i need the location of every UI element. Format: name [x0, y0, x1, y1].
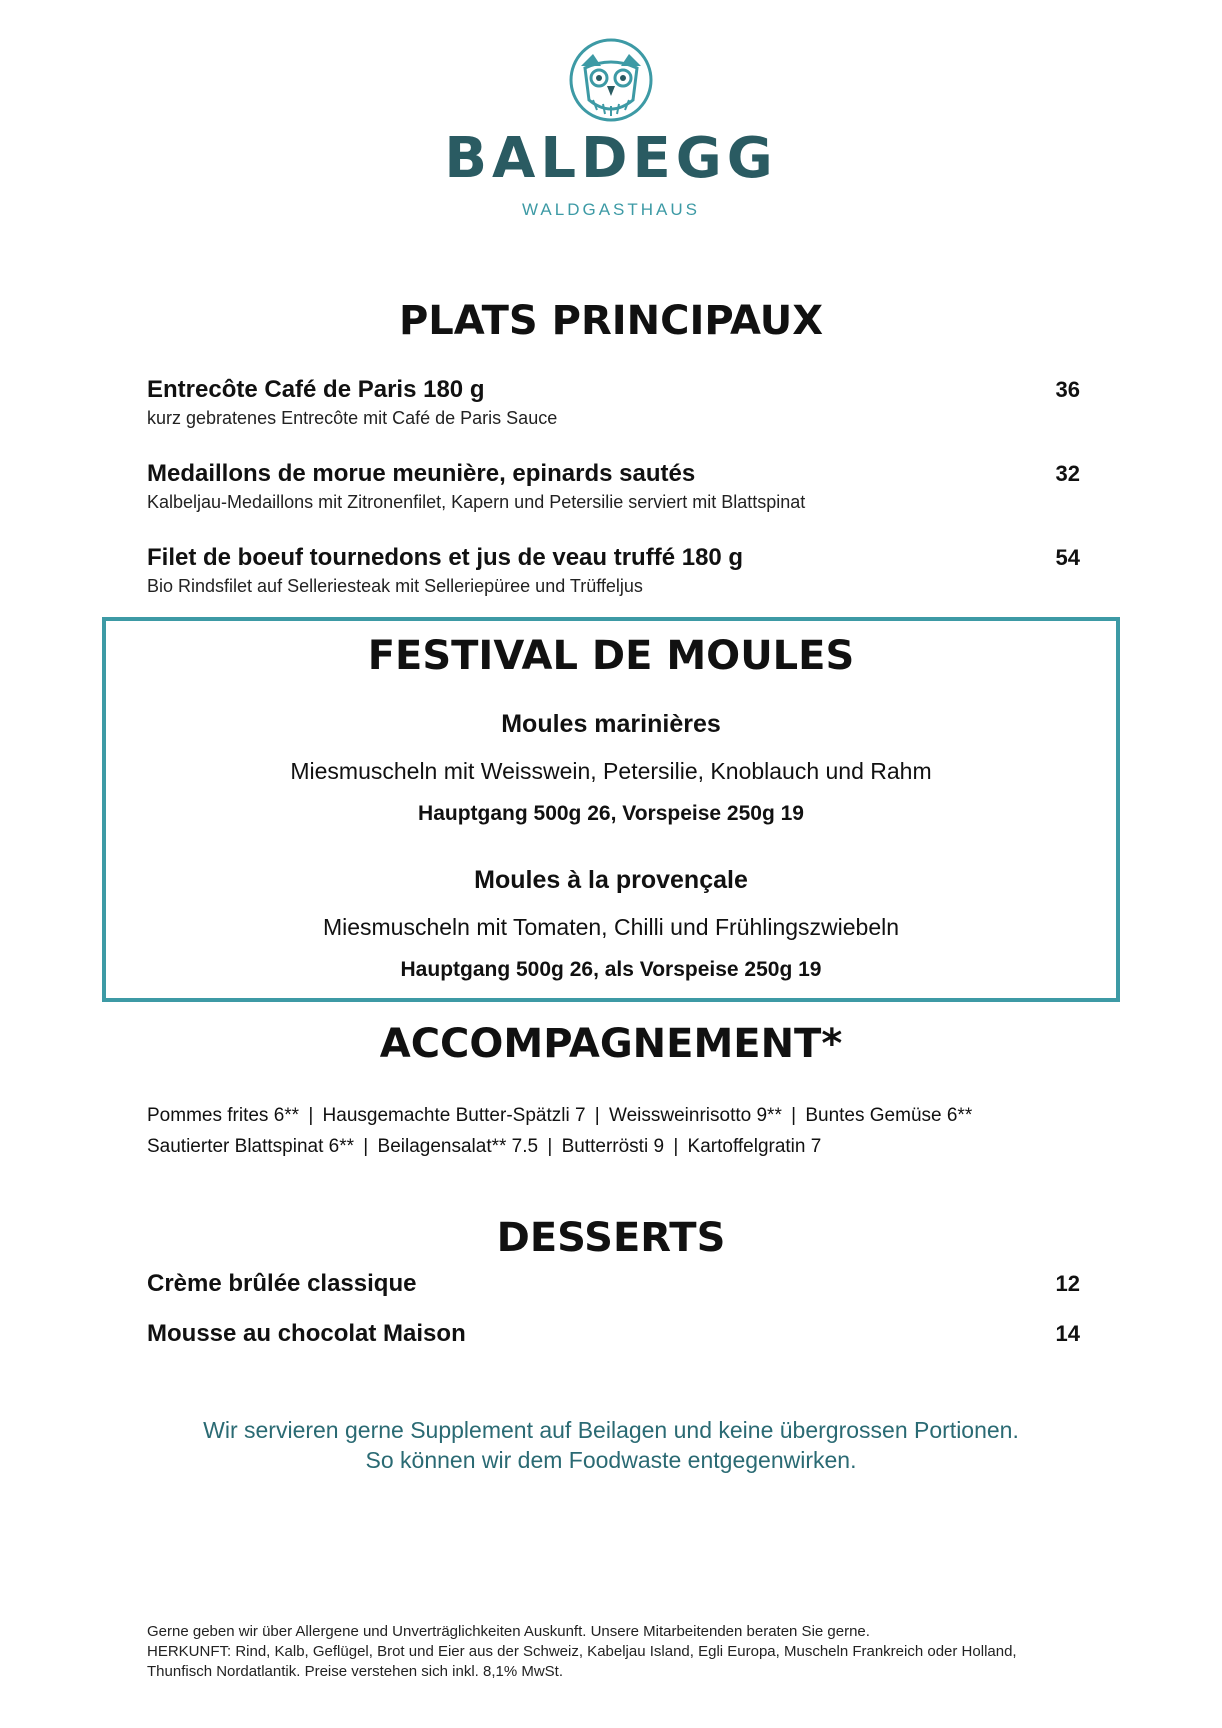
- item-name: Mousse au chocolat Maison: [147, 1320, 466, 1347]
- plats-title: PLATS PRINCIPAUX: [398, 298, 824, 344]
- item-name: Filet de boeuf tournedons et jus de veau truffé 180 g: [147, 544, 744, 571]
- accompagnement-title: ACCOMPAGNEMENT*: [379, 1021, 843, 1067]
- notice-line: So können wir dem Foodwaste entgegenwirken.: [365, 1447, 857, 1473]
- item-name: Medaillons de morue meunière, epinards sautés: [147, 460, 696, 487]
- side-item: Sautierter Blattspinat 6**: [147, 1136, 355, 1157]
- side-item: Hausgemachte Butter-Spätzli 7: [322, 1105, 586, 1126]
- brand-tagline: WALDGASTHAUS: [521, 200, 700, 219]
- side-item: Kartoffelgratin 7: [687, 1136, 822, 1157]
- menu-item: [147, 460, 1080, 513]
- menu-item: [147, 376, 1080, 429]
- notice-line: Wir servieren gerne Supplement auf Beilagen und keine übergrossen Portionen.: [203, 1417, 1019, 1443]
- separator: |: [363, 1136, 369, 1157]
- separator: |: [673, 1136, 679, 1157]
- item-description: kurz gebratenes Entrecôte mit Café de Paris Sauce: [147, 408, 558, 428]
- desserts-title: DESSERTS: [496, 1215, 726, 1261]
- item-name: Entrecôte Café de Paris 180 g: [147, 376, 485, 403]
- separator: |: [547, 1136, 553, 1157]
- dish-name: Moules marinières: [501, 710, 721, 738]
- owl-icon: [559, 36, 663, 126]
- sides-line: [147, 1100, 1080, 1131]
- item-price: 12: [1055, 1271, 1080, 1296]
- item-price: 36: [1055, 377, 1080, 402]
- item-name: Crème brûlée classique: [147, 1270, 417, 1297]
- separator: |: [791, 1105, 797, 1126]
- side-item: Weissweinrisotto 9**: [609, 1105, 782, 1126]
- footer: [147, 1622, 1080, 1682]
- separator: |: [594, 1105, 600, 1126]
- side-item: Beilagensalat** 7.5: [377, 1136, 539, 1157]
- item-description: Kalbeljau-Medaillons mit Zitronenfilet, Kapern und Petersilie serviert mit Blattspinat: [147, 492, 806, 512]
- item-description: Bio Rindsfilet auf Selleriesteak mit Selleriepüree und Trüffeljus: [147, 576, 643, 596]
- dish-description: Miesmuscheln mit Tomaten, Chilli und Frühlingszwiebeln: [322, 914, 900, 940]
- dish-name: Moules à la provençale: [474, 866, 748, 894]
- dish-price: Hauptgang 500g 26, Vorspeise 250g 19: [418, 802, 804, 825]
- sides-list: [147, 1100, 1080, 1162]
- footer-line: HERKUNFT: Rind, Kalb, Geflügel, Brot und Eier aus der Schweiz, Kabeljau Island, Egli Europa, Muscheln Frankreich oder Holland,: [147, 1643, 1017, 1660]
- brand-name: BALDEGG: [444, 126, 778, 191]
- side-item: Pommes frites 6**: [147, 1105, 300, 1126]
- side-item: Butterrösti 9: [561, 1136, 665, 1157]
- festival-box: [102, 617, 1120, 1002]
- foodwaste-notice: [0, 1415, 1222, 1475]
- footer-line: Gerne geben wir über Allergene und Unverträglichkeiten Auskunft. Unsere Mitarbeitenden beraten Sie gerne.: [147, 1623, 870, 1640]
- menu-item: [147, 1320, 1080, 1348]
- sides-line: [147, 1131, 1080, 1162]
- footer-line: Thunfisch Nordatlantik. Preise verstehen sich inkl. 8,1% MwSt.: [147, 1663, 564, 1680]
- separator: |: [308, 1105, 314, 1126]
- menu-item: [147, 1270, 1080, 1298]
- dish-price: Hauptgang 500g 26, als Vorspeise 250g 19: [400, 958, 822, 981]
- side-item: Buntes Gemüse 6**: [805, 1105, 973, 1126]
- festival-title: FESTIVAL DE MOULES: [367, 633, 855, 679]
- item-price: 14: [1055, 1321, 1080, 1346]
- dish-description: Miesmuscheln mit Weisswein, Petersilie, Knoblauch und Rahm: [290, 758, 932, 784]
- logo: [0, 36, 1222, 220]
- item-price: 32: [1055, 461, 1080, 486]
- menu-item: [147, 544, 1080, 597]
- item-price: 54: [1055, 545, 1080, 570]
